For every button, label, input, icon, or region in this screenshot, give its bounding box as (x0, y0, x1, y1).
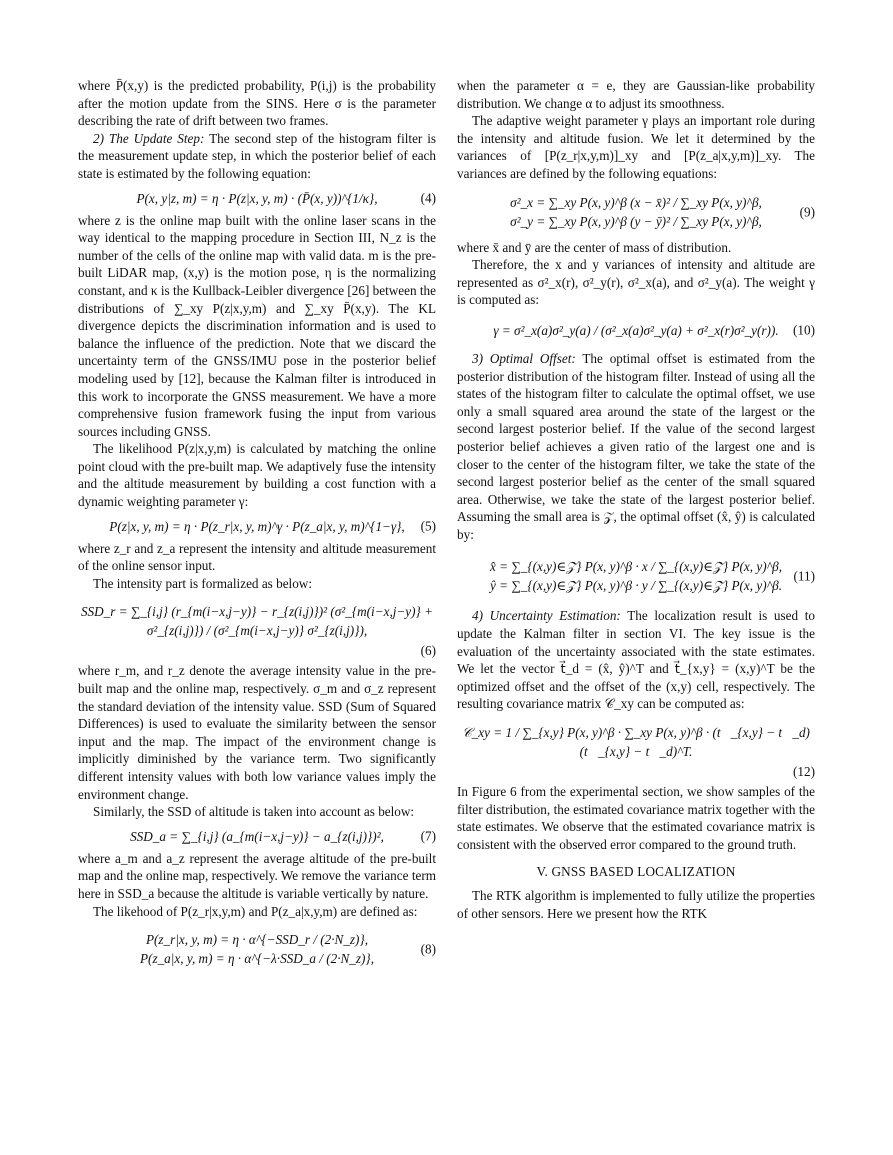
paragraph: The localization result is used to update the Kalman filter in section VI. The key issue is the evaluation of the uncertainty associated with the state estimates. We let the vector t⃗_d = (x̂, ŷ)^T and t⃗_{x,y} = (x,y)^T be the optimized offset and the offset of the (x,y) cell, respectively. The resulting covariance matrix 𝒞_xy can be computed as: (457, 608, 815, 712)
subsection-title: 3) Optimal Offset: (472, 350, 576, 366)
equation-number: (5) (420, 518, 436, 534)
equation-line: P(z_a|x, y, m) = η · α^{−λ·SSD_a / (2·N_z)}, (140, 951, 374, 967)
equation-9 (457, 189, 815, 235)
equation-body: 𝒞_xy = 1 / ∑_{x,y} P(x, y)^β · ∑_xy P(x, y)^β · (t⃗_{x,y} − t⃗_d)(t⃗_{x,y} − t⃗_d)^T. (462, 725, 810, 760)
equation-line: σ²_y = ∑_xy P(x, y)^β (y − ȳ)² / ∑_xy P(x, y)^β, (510, 213, 762, 229)
equation-12 (457, 719, 815, 779)
equation-5 (78, 517, 436, 536)
paragraph: The likehood of P(z_r|x,y,m) and P(z_a|x,y,m) are defined as: (93, 903, 418, 919)
equation-body: P(x, y|z, m) = η · P(z|x, y, m) · (P̄(x, y))^{1/κ}, (136, 190, 378, 206)
equation-10 (457, 315, 815, 346)
paragraph: The second step of the histogram filter is the measurement update step, in which the posterior belief of each state is estimated by the following equation: (78, 130, 437, 181)
equation-number: (10) (793, 322, 815, 338)
right-column (457, 77, 815, 922)
equation-line: σ²_x = ∑_xy P(x, y)^β (x − x̄)² / ∑_xy P(x, y)^β, (510, 194, 762, 210)
equation-body: SSD_a = ∑_{i,j} (a_{m(i−x,j−y)} − a_{z(i,j)})², (130, 828, 384, 844)
equation-number: (4) (420, 190, 436, 206)
left-column (78, 77, 436, 976)
equation-number: (7) (420, 828, 436, 844)
equation-number: (8) (420, 941, 436, 957)
equation-line: P(z_r|x, y, m) = η · α^{−SSD_r / (2·N_z)}, (145, 932, 369, 948)
equation-4 (78, 189, 436, 208)
paragraph: The intensity part is formalized as below: (93, 575, 312, 591)
paragraph: In Figure 6 from the experimental section, we show samples of the filter distribution, the estimated covariance matrix together with the state estimates. We observe that the estimated covariance matrix is consistent with the observed error compared to the ground truth. (457, 784, 815, 852)
equation-7 (78, 827, 436, 846)
equation-number: (11) (793, 568, 815, 584)
equation-line: x̂ = ∑_{(x,y)∈𝒵} P(x, y)^β · x / ∑_{(x,y)∈𝒵} P(x, y)^β, (489, 559, 783, 575)
paragraph: The RTK algorithm is implemented to fully utilize the properties of other sensors. Here we present how the RTK (457, 888, 815, 921)
paragraph: The optimal offset is estimated from the posterior distribution of the histogram filter. Instead of using all the states of the histogram filter to calculate the optimal offset, we use only a small squared area around the state of the largest or the second largest posterior belief. If the value of the second largest posterior belief achieves a given ratio of the largest one and is closer to the center of the histogram filter, we take the state of the second largest posterior belief as the center of the small squared area. Otherwise, we take the state of the largest posterior belief. Assuming the small area is 𝒵, the optimal offset (x̂, ŷ) is calculated by: (457, 350, 815, 542)
equation-body: P(z|x, y, m) = η · P(z_r|x, y, m)^γ · P(z_a|x, y, m)^{1−γ}, (109, 518, 405, 534)
equation-8 (78, 926, 436, 972)
subsection-title: 4) Uncertainty Estimation: (472, 608, 621, 624)
paragraph: The likelihood P(z|x,y,m) is calculated by matching the online point cloud with the pre-built map. We adaptively fuse the intensity and the altitude measurement by building a cost function with a dynamic weighting parameter γ: (78, 441, 436, 510)
paragraph: where a_m and a_z represent the average altitude of the pre-built map and the online map, respectively. We remove the variance term here in SSD_a because the altitude is variable vertically by nature. (78, 850, 436, 901)
equation-number: (12) (793, 764, 815, 780)
paragraph: Therefore, the x and y variances of intensity and altitude are represented as σ²_x(r), σ²_y(r), σ²_x(a), and σ²_y(a). The weight γ is computed as: (457, 257, 815, 308)
paragraph: where r_m, and r_z denote the average intensity value in the pre-built map and the online map, respectively. σ_m and σ_z represent the standard deviation of the intensity value. SSD (Sum of Squared Differences) is used to evaluate the similarity between the sensor input and the map. The impact of the environment change is implicitly diminished by the variance term. Two significantly different intensity values with both low variance values imply the environment change. (78, 663, 436, 802)
equation-6 (78, 598, 436, 658)
paragraph: when the parameter α = e, they are Gaussian-like probability distribution. We change α to adjust its smoothness. (457, 78, 815, 111)
equation-body: SSD_r = ∑_{i,j} (r_{m(i−x,j−y)} − r_{z(i,j)})² (σ²_{m(i−x,j−y)} + σ²_{z(i,j)}) / (σ²_{m(i−x,j−y)} σ²_{z(i,j)}), (80, 604, 434, 639)
equation-11 (457, 549, 815, 603)
section-heading: V. GNSS BASED LOCALIZATION (536, 864, 736, 880)
paragraph: where P̄(x,y) is the predicted probability, P(i,j) is the probability after the motion update from the SINS. Here σ is the parameter describing the rate of drift between two frames. (78, 78, 436, 129)
subsection-title: 2) The Update Step: (93, 130, 205, 146)
subsection-uncertainty-estimation (457, 607, 815, 713)
paragraph: where z is the online map built with the online laser scans in the way identical to the mapping procedure in Section III, N_z is the number of the cells of the online map with valid data. m is the pre-built LiDAR map, (x,y) is the motion pose, η is the normalizing constant, and κ is the Kullback-Leibler divergence [26] between the distributions of ∑_xy P(z|x,y,m) and ∑_xy P̄(x,y). The KL divergence depicts the discrimination information and is used to balance the influence of the prediction. Note that we discard the uncertainty term of the GNSS/IMU pose in the posterior belief modeling used by [12], because the Kalman filter is introduced in this work to incorporate the GNSS measurement. We have a more comprehensive fusion framework fusing the input from various sources including GNSS. (78, 212, 436, 439)
subsection-update-step (78, 130, 436, 183)
equation-line: ŷ = ∑_{(x,y)∈𝒵} P(x, y)^β · y / ∑_{(x,y)∈𝒵} P(x, y)^β. (489, 578, 783, 594)
paragraph: The adaptive weight parameter γ plays an important role during the intensity and altitude fusion. We let it determined by the variances of [P(z_r|x,y,m)]_xy and [P(z_a|x,y,m)]_xy. The variances are defined by the following equations: (457, 113, 815, 181)
paragraph: Similarly, the SSD of altitude is taken into account as below: (93, 804, 415, 820)
equation-number: (6) (420, 643, 436, 659)
paragraph: where x̄ and ȳ are the center of mass of distribution. (457, 239, 732, 255)
equation-number: (9) (799, 204, 815, 220)
subsection-optimal-offset (457, 350, 815, 544)
paragraph: where z_r and z_a represent the intensity and altitude measurement of the online sensor input. (78, 540, 436, 574)
equation-body: γ = σ²_x(a)σ²_y(a) / (σ²_x(a)σ²_y(a) + σ²_x(r)σ²_y(r)). (493, 322, 779, 338)
